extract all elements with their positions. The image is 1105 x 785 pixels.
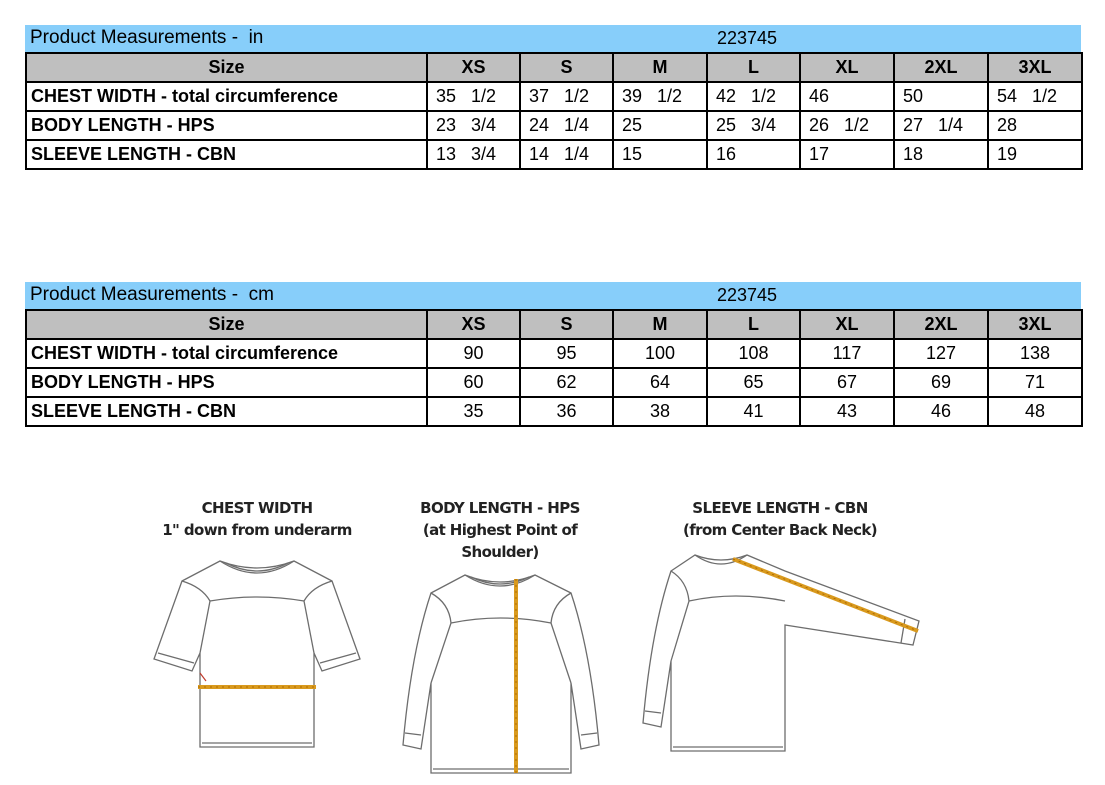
table-cell: 23 3/4 — [427, 111, 520, 140]
table-cell: 24 1/4 — [520, 111, 613, 140]
table-row — [26, 397, 1082, 426]
chest-width-diagram — [150, 497, 364, 753]
table-cell: 37 1/2 — [520, 82, 613, 111]
header-2xl: 2XL — [894, 53, 988, 82]
table-row — [26, 82, 1082, 111]
table-cell: 17 — [800, 140, 894, 169]
sleeve-length-diagram — [635, 497, 925, 761]
diagram-caption-note: 1" down from underarm — [162, 521, 352, 539]
table-cell: 138 — [988, 339, 1082, 368]
sheet-title: Product Measurements - cm — [30, 284, 274, 305]
sheet-title: Product Measurements - in — [30, 27, 264, 48]
table-cell: 16 — [707, 140, 800, 169]
header-s: S — [520, 53, 613, 82]
table-cell: 14 1/4 — [520, 140, 613, 169]
header-m: M — [613, 53, 707, 82]
table-cell: 71 — [988, 368, 1082, 397]
diagram-caption-title: CHEST WIDTH — [201, 499, 313, 517]
table-cell: 64 — [613, 368, 707, 397]
header-m: M — [613, 310, 707, 339]
diagram-caption-title: BODY LENGTH - HPS — [420, 499, 580, 517]
diagram-caption-note: (at Highest Point of Shoulder) — [422, 521, 578, 561]
title-bar-cm — [25, 282, 1081, 309]
style-number: 223745 — [717, 28, 778, 48]
table-cell: 69 — [894, 368, 988, 397]
table-cell: 48 — [988, 397, 1082, 426]
measurements-cm-sheet — [25, 282, 1081, 427]
table-cell: 43 — [800, 397, 894, 426]
header-size: Size — [26, 310, 427, 339]
table-cell: 26 1/2 — [800, 111, 894, 140]
header-row — [26, 310, 1082, 339]
table-cell: 67 — [800, 368, 894, 397]
table-cell: 54 1/2 — [988, 82, 1082, 111]
header-xl: XL — [800, 310, 894, 339]
diagram-caption-title: SLEEVE LENGTH - CBN — [692, 499, 868, 517]
style-number: 223745 — [717, 285, 778, 305]
table-cell: 95 — [520, 339, 613, 368]
header-size: Size — [26, 53, 427, 82]
title-bar-inches — [25, 25, 1081, 52]
table-cell: 50 — [894, 82, 988, 111]
header-row — [26, 53, 1082, 82]
table-cell: 108 — [707, 339, 800, 368]
table-cell: 36 — [520, 397, 613, 426]
table-row — [26, 140, 1082, 169]
table-cell: 65 — [707, 368, 800, 397]
header-xs: XS — [427, 310, 520, 339]
table-row — [26, 368, 1082, 397]
table-cell: 27 1/4 — [894, 111, 988, 140]
header-xs: XS — [427, 53, 520, 82]
row-label: BODY LENGTH - HPS — [26, 368, 427, 397]
tshirt-long-sleeve-front-icon — [385, 563, 615, 783]
table-cell: 60 — [427, 368, 520, 397]
header-3xl: 3XL — [988, 310, 1082, 339]
table-cell: 39 1/2 — [613, 82, 707, 111]
table-row — [26, 339, 1082, 368]
table-cell: 127 — [894, 339, 988, 368]
diagram-caption-note: (from Center Back Neck) — [682, 521, 878, 539]
table-cell: 25 3/4 — [707, 111, 800, 140]
table-cell: 15 — [613, 140, 707, 169]
table-cell: 18 — [894, 140, 988, 169]
measurements-inches-sheet — [25, 25, 1081, 170]
header-l: L — [707, 310, 800, 339]
header-xl: XL — [800, 53, 894, 82]
body-length-diagram — [385, 497, 615, 783]
header-l: L — [707, 53, 800, 82]
table-cell: 46 — [800, 82, 894, 111]
row-label: CHEST WIDTH - total circumference — [26, 82, 427, 111]
table-cell: 19 — [988, 140, 1082, 169]
row-label: SLEEVE LENGTH - CBN — [26, 140, 427, 169]
table-cell: 13 3/4 — [427, 140, 520, 169]
table-cell: 46 — [894, 397, 988, 426]
table-cell: 62 — [520, 368, 613, 397]
row-label: BODY LENGTH - HPS — [26, 111, 427, 140]
table-cell: 28 — [988, 111, 1082, 140]
header-3xl: 3XL — [988, 53, 1082, 82]
table-cell: 25 — [613, 111, 707, 140]
table-cell: 41 — [707, 397, 800, 426]
table-cell: 100 — [613, 339, 707, 368]
row-label: CHEST WIDTH - total circumference — [26, 339, 427, 368]
row-label: SLEEVE LENGTH - CBN — [26, 397, 427, 426]
header-s: S — [520, 310, 613, 339]
table-cell: 42 1/2 — [707, 82, 800, 111]
measurements-table-inches — [25, 52, 1083, 170]
table-row — [26, 111, 1082, 140]
tshirt-short-sleeve-icon — [150, 541, 364, 753]
table-cell: 35 — [427, 397, 520, 426]
tshirt-long-sleeve-side-icon — [635, 541, 925, 761]
table-cell: 90 — [427, 339, 520, 368]
table-cell: 117 — [800, 339, 894, 368]
table-cell: 38 — [613, 397, 707, 426]
table-cell: 35 1/2 — [427, 82, 520, 111]
header-2xl: 2XL — [894, 310, 988, 339]
measurements-table-cm — [25, 309, 1083, 427]
